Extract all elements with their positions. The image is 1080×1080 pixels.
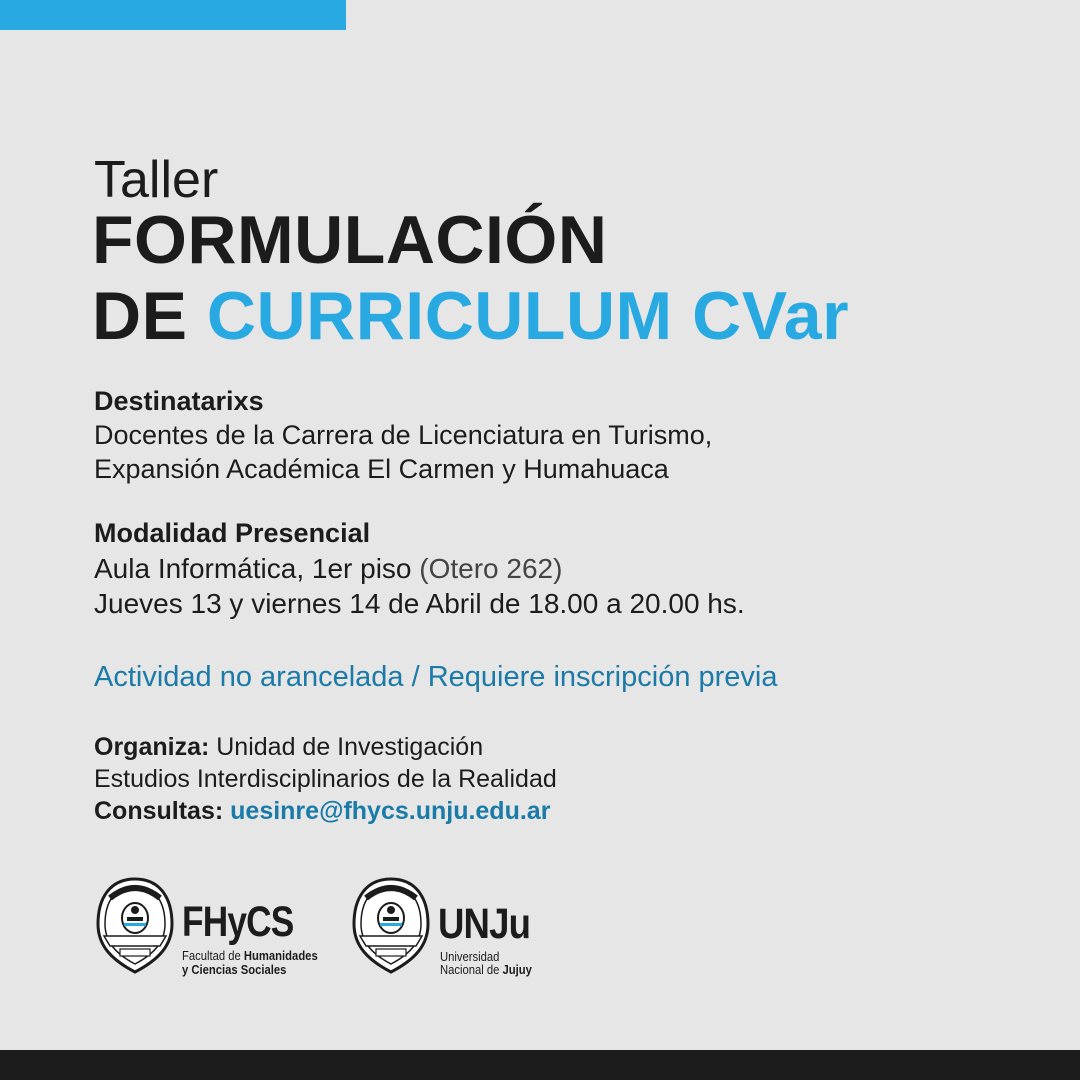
modality-heading: Modalidad Presencial (94, 518, 371, 548)
fhycs-subtitle-line-1 (182, 949, 335, 963)
audience-line-1: Docentes de la Carrera de Licenciatura en Turismo, (94, 420, 713, 450)
organizer-name-2: Estudios Interdisciplinarios de la Realidad (94, 765, 557, 793)
activity-note: Actividad no arancelada / Requiere inscripción previa (94, 661, 778, 693)
top-accent-bar (0, 0, 346, 30)
fhycs-wordmark: FHyCS (182, 898, 294, 946)
contact-email-link[interactable]: uesinre@fhycs.unju.edu.ar (230, 797, 551, 825)
title-line-1: FORMULACIÓN (92, 202, 608, 278)
modality-location (94, 551, 745, 586)
bottom-bar (0, 1050, 1080, 1080)
unju-subtitle-line-2 (440, 964, 548, 977)
audience-heading: Destinatarixs (94, 386, 264, 416)
title-kicker: Taller (94, 151, 219, 209)
organizer-section (94, 731, 557, 827)
modality-schedule: Jueves 13 y viernes 14 de Abril de 18.00 a 20.00 hs. (94, 588, 745, 619)
fhycs-subtitle (182, 949, 335, 977)
unju-subtitle-regular: Nacional de (440, 963, 500, 977)
contact-line (94, 795, 557, 827)
unju-wordmark: UNJu (438, 900, 531, 948)
organizer-label: Organiza: (94, 733, 210, 761)
fhycs-subtitle-regular: Facultad de (182, 949, 241, 963)
audience-section (94, 384, 712, 486)
audience-line-2: Expansión Académica El Carmen y Humahuaca (94, 454, 669, 484)
organizer-line-1 (94, 731, 557, 763)
unju-subtitle-bold: Jujuy (502, 963, 532, 977)
fhycs-subtitle-bold: Humanidades (243, 949, 318, 963)
organizer-name-1: Unidad de Investigación (216, 733, 484, 761)
modality-address: (Otero 262) (419, 553, 563, 584)
unju-subtitle-line-1: Universidad (440, 950, 500, 964)
university-seal-icon (350, 876, 432, 976)
title-line-2 (92, 278, 850, 354)
unju-subtitle (440, 951, 548, 977)
university-seal-icon (94, 876, 176, 976)
modality-section (94, 516, 745, 621)
fhycs-subtitle-line-2: y Ciencias Sociales (182, 963, 287, 977)
title-line-2-prefix: DE (92, 278, 188, 354)
title-line-2-accent: CURRICULUM CVar (206, 278, 850, 354)
modality-place: Aula Informática, 1er piso (94, 553, 412, 584)
contact-label: Consultas: (94, 797, 224, 825)
